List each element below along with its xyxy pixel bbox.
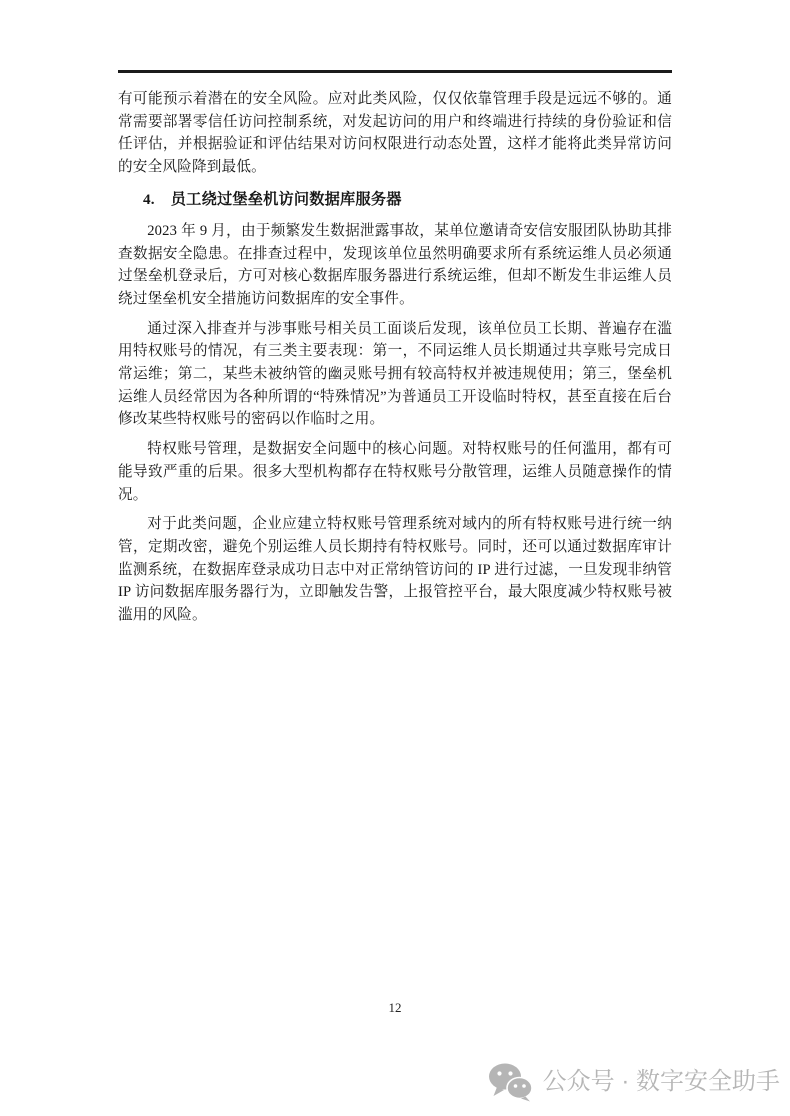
section-heading — [118, 189, 672, 210]
paragraph: 2023 年 9 月，由于频繁发生数据泄露事故，某单位邀请奇安信安服团队协助其排查数据安全隐患。在排查过程中，发现该单位虽然明确要求所有系统运维人员必须通过堡垒机登录后，方可对核心数据库服务器进行系统运维，但却不断发生非运维人员绕过堡垒机安全措施访问数据库的安全事件。 — [118, 222, 672, 307]
footer-watermark — [488, 1060, 780, 1104]
paragraph: 特权账号管理，是数据安全问题中的核心问题。对特权账号的任何滥用，都有可能导致严重的后果。很多大型机构都存在特权账号分散管理，运维人员随意操作的情况。 — [118, 441, 672, 503]
body-text — [118, 88, 672, 634]
paragraph: 对于此类问题，企业应建立特权账号管理系统对域内的所有特权账号进行统一纳管，定期改密，避免个别运维人员长期持有特权账号。同时，还可以通过数据库审计监测系统，在数据库登录成功日志中对正常纳管访问的 IP 进行过滤，一旦发现非纳管 IP 访问数据库服务器行为，立即触发告警，上报管控平台，最大限度减少特权账号被滥用的风险。 — [118, 516, 672, 624]
header-rule — [118, 70, 672, 73]
paragraph: 通过深入排查并与涉事账号相关员工面谈后发现，该单位员工长期、普遍存在滥用特权账号的情况，有三类主要表现：第一，不同运维人员长期通过共享账号完成日常运维；第二，某些未被纳管的幽灵账号拥有较高特权并被违规使用；第三，堡垒机运维人员经常因为各种所谓的“特殊情况”为普通员工开设临时特权，甚至直接在后台修改某些特权账号的密码以作临时之用。 — [118, 320, 672, 428]
section-number: 4. — [143, 190, 155, 208]
intro-paragraph: 有可能预示着潜在的安全风险。应对此类风险，仅仅依靠管理手段是远远不够的。通常需要部署零信任访问控制系统，对发起访问的用户和终端进行持续的身份验证和信任评估，并根据验证和评估结果对访问权限进行动态处置，这样才能将此类异常访问的安全风险降到最低。 — [118, 91, 672, 176]
page-number: 12 — [388, 1000, 402, 1015]
wechat-label: 公众号 · 数字安全助手 — [542, 1068, 780, 1095]
wechat-icon — [488, 1062, 533, 1102]
section-title: 员工绕过堡垒机访问数据库服务器 — [170, 190, 402, 208]
